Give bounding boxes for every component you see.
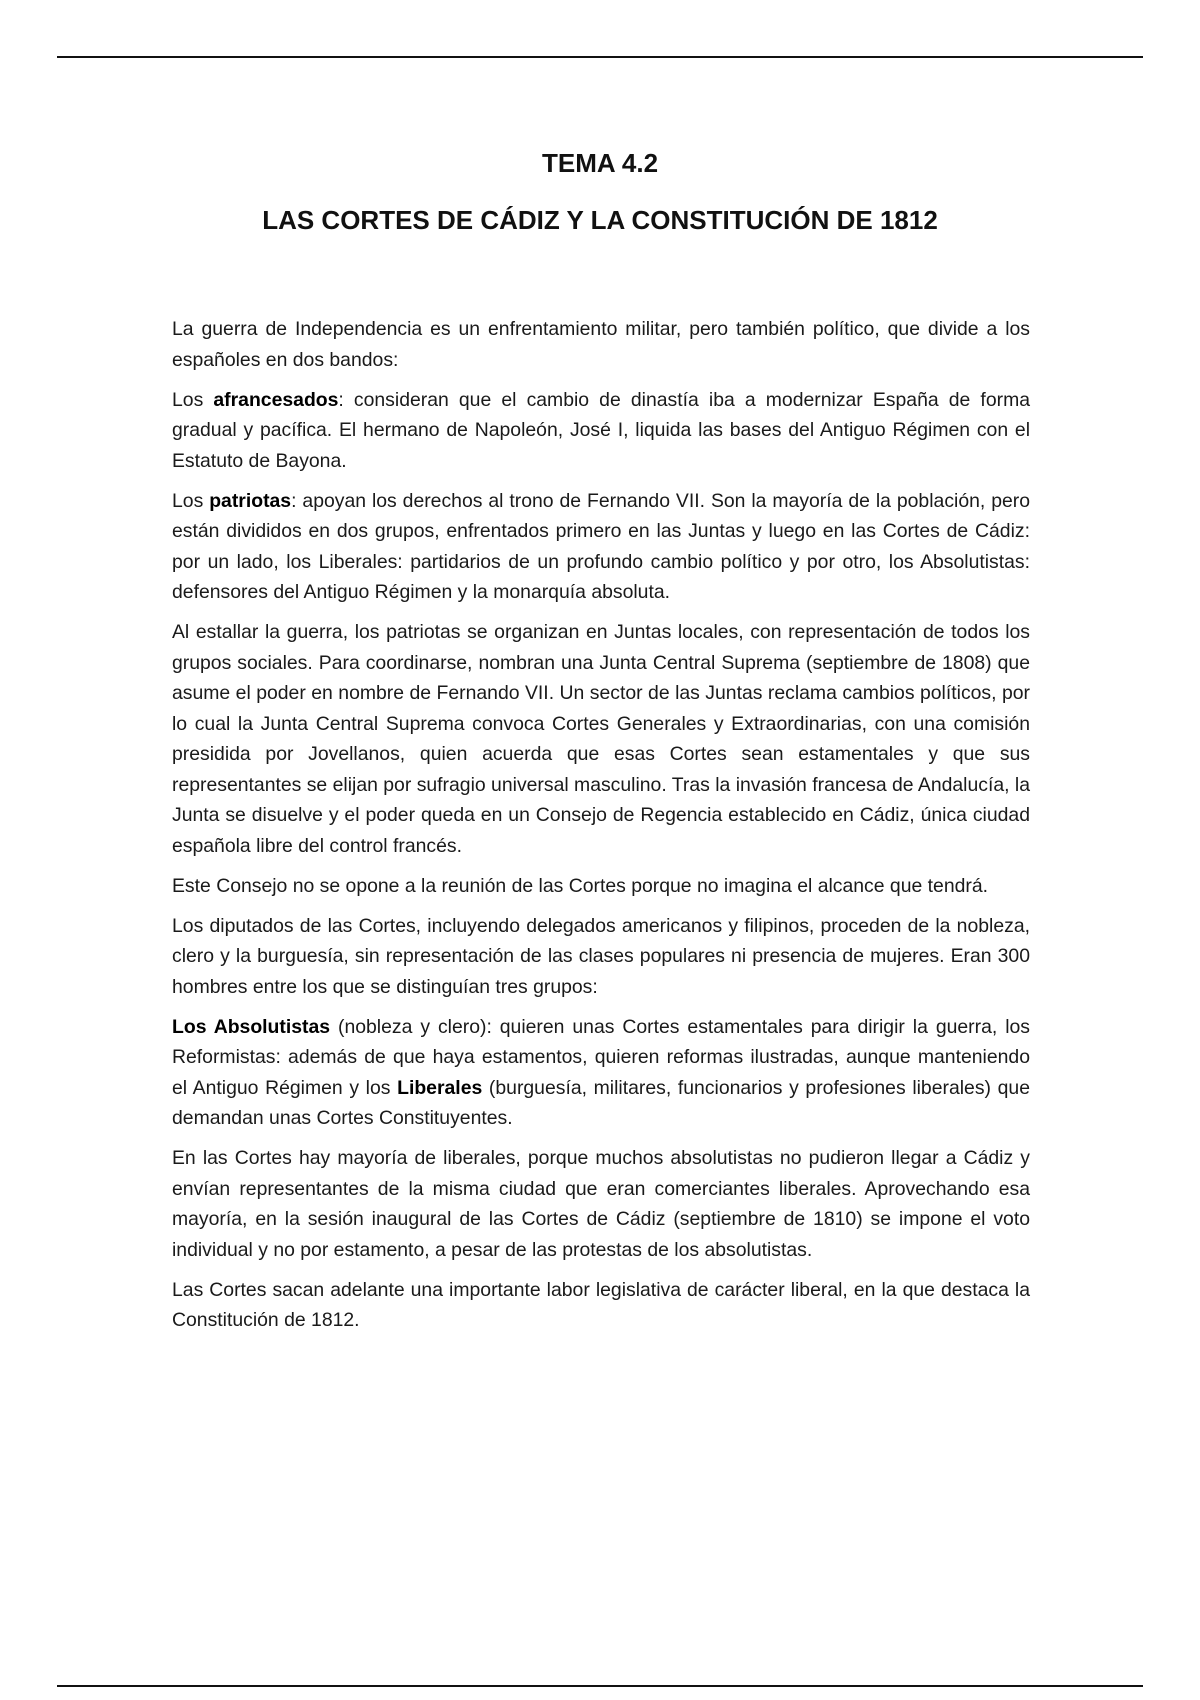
paragraph-lead: Los — [172, 489, 210, 512]
term-liberales: Liberales — [397, 1076, 483, 1099]
document-body — [172, 314, 1030, 1345]
paragraph-consejo: Este Consejo no se opone a la reunión de las Cortes porque no imagina el alcance que tendrá. — [172, 874, 989, 897]
paragraph-text: : consideran que el cambio de dinastía iba a modernizar España de forma gradual y pacífica. El hermano de Napoleón, José I, liquida las bases del Antiguo Régimen con el Estatuto de Bayona. — [172, 388, 1031, 472]
paragraph-mayoria: En las Cortes hay mayoría de liberales, porque muchos absolutistas no pudieron llegar a Cádiz y envían representantes de la misma ciudad que eran comerciantes liberales. Aprovechando esa mayoría, en la sesión inaugural de las Cortes de Cádiz (septiembre de 1810) se impone el voto individual y no por estamento, a pesar de las protestas de los absolutistas. — [172, 1147, 1030, 1261]
paragraph-text: : apoyan los derechos al trono de Fernando VII. Son la mayoría de la población, pero están divididos en dos grupos, enfrentados primero en las Juntas y luego en las Cortes de Cádiz: por un lado, los Liberales: partidarios de un profundo cambio político y por otro, los Absolutistas: defensores del Antiguo Régimen y la monarquía absoluta. — [172, 489, 1031, 603]
term-patriotas: patriotas — [209, 489, 292, 512]
paragraph-labor: Las Cortes sacan adelante una importante labor legislativa de carácter liberal, en la que destaca la Constitución de 1812. — [172, 1278, 1030, 1331]
term-afrancesados: afrancesados — [213, 388, 339, 411]
term-absolutistas: Los Absolutistas — [172, 1015, 331, 1038]
paragraph-juntas: Al estallar la guerra, los patriotas se organizan en Juntas locales, con representación de todos los grupos sociales. Para coordinarse, nombran una Junta Central Suprema (septiembre de 1808) que asume el poder en nombre de Fernando VII. Un sector de las Juntas reclama cambios políticos, por lo cual la Junta Central Suprema convoca Cortes Generales y Extraordinarias, con una comisión presidida por Jovellanos, quien acuerda que esas Cortes sean estamentales y que sus representantes se elijan por sufragio universal masculino. Tras la invasión francesa de Andalucía, la Junta se disuelve y el poder queda en un Consejo de Regencia establecido en Cádiz, única ciudad española libre del control francés. — [172, 621, 1030, 857]
document-subtitle: LAS CORTES DE CÁDIZ Y LA CONSTITUCIÓN DE 1812 — [262, 205, 938, 235]
top-rule — [57, 56, 1143, 58]
paragraph-lead: Los — [172, 388, 214, 411]
paragraph-intro: La guerra de Independencia es un enfrentamiento militar, pero también político, que divide a los españoles en dos bandos: — [172, 318, 1030, 371]
paragraph-diputados: Los diputados de las Cortes, incluyendo delegados americanos y filipinos, proceden de la nobleza, clero y la burguesía, sin representación de las clases populares ni presencia de mujeres. Eran 300 hombres entre los que se distinguían tres grupos: — [172, 914, 1030, 998]
paragraph-grupos — [172, 1012, 1030, 1134]
paragraph-text: (burguesía, militares, funcionarios y profesiones liberales) que demandan unas Cortes Constituyentes. — [172, 1076, 1030, 1129]
paragraph-afrancesados — [172, 385, 1030, 477]
document-title: TEMA 4.2 — [541, 148, 659, 178]
paragraph-text: (nobleza y clero): quieren unas Cortes estamentales para dirigir la guerra, los Reformistas: además de que haya estamentos, quieren reformas ilustradas, aunque manteniendo el Antiguo Régimen y los — [172, 1015, 1030, 1099]
paragraph-patriotas — [172, 486, 1030, 608]
bottom-rule — [57, 1685, 1143, 1687]
